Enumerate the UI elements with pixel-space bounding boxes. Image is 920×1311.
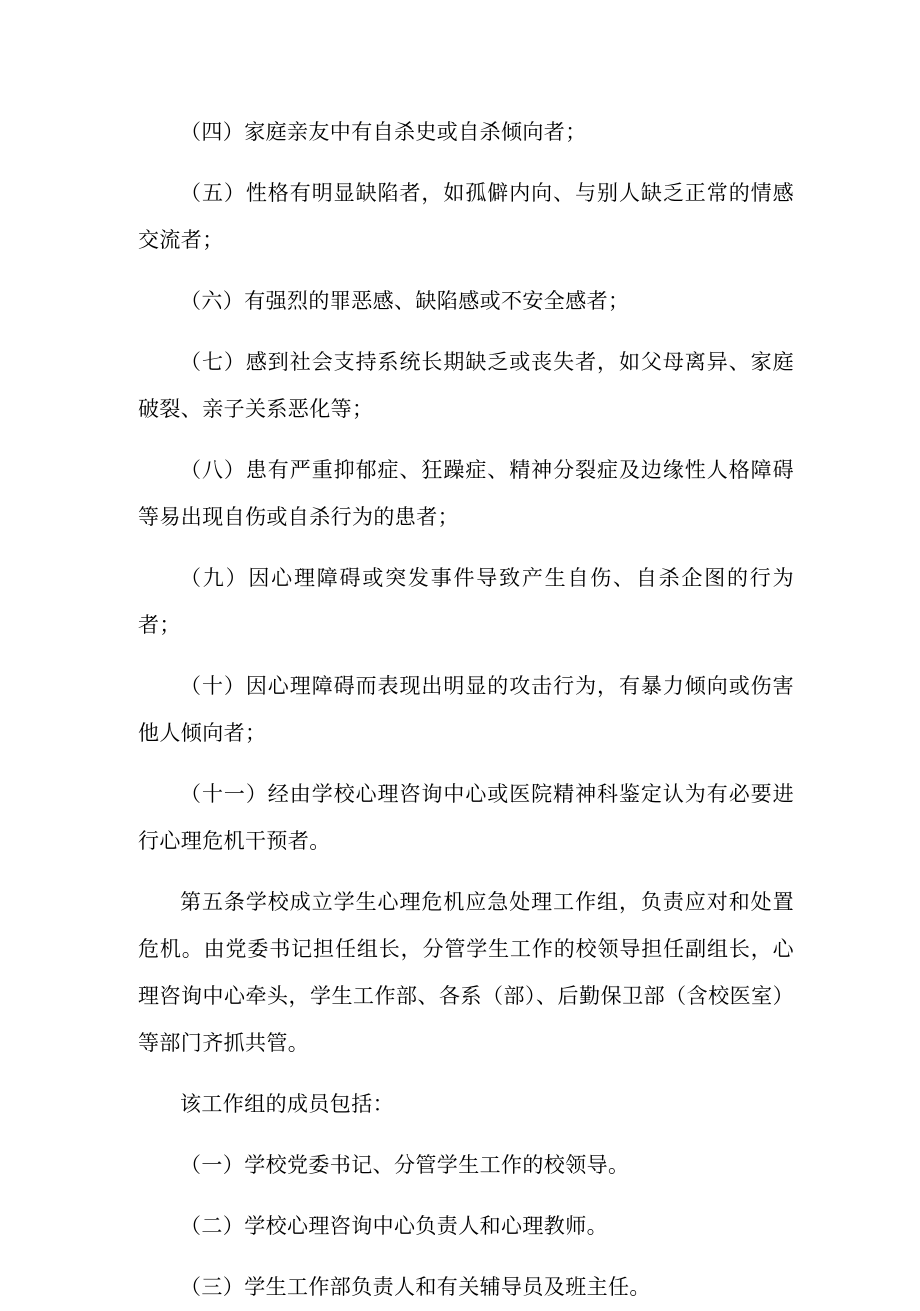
article-5-paragraph: 第五条学校成立学生心理危机应急处理工作组，负责应对和处置危机。由党委书记担任组长，分管学生工作的校领导担任副组长，心理咨询中心牵头，学生工作部、各系（部）、后勤保卫部（含校医室）等部门齐抓共管。 [138,890,794,1055]
paragraph-10: （十）因心理障碍而表现出明显的攻击行为，有暴力倾向或伤害他人倾向者； [138,674,794,745]
paragraph-7: （七）感到社会支持系统长期缺乏或丧失者，如父母离异、家庭破裂、亲子关系恶化等； [138,350,794,421]
paragraph-5: （五）性格有明显缺陷者，如孤僻内向、与别人缺乏正常的情感交流者； [138,181,794,252]
paragraph-4: （四）家庭亲友中有自杀史或自杀倾向者； [180,120,587,144]
document-body [138,109,794,1311]
working-group-members-heading: 该工作组的成员包括： [180,1092,394,1116]
paragraph-8: （八）患有严重抑郁症、狂躁症、精神分裂症及边缘性人格障碍等易出现自伤或自杀行为的患者； [138,458,794,529]
member-item-2: （二）学校心理咨询中心负责人和心理教师。 [180,1214,608,1238]
member-item-3: （三）学生工作部负责人和有关辅导员及班主任。 [180,1275,651,1299]
member-item-1: （一）学校党委书记、分管学生工作的校领导。 [180,1153,630,1177]
paragraph-11: （十一）经由学校心理咨询中心或医院精神科鉴定认为有必要进行心理危机干预者。 [138,782,794,853]
paragraph-6: （六）有强烈的罪恶感、缺陷感或不安全感者； [180,289,630,313]
paragraph-9: （九）因心理障碍或突发事件导致产生自伤、自杀企图的行为者； [138,566,794,637]
